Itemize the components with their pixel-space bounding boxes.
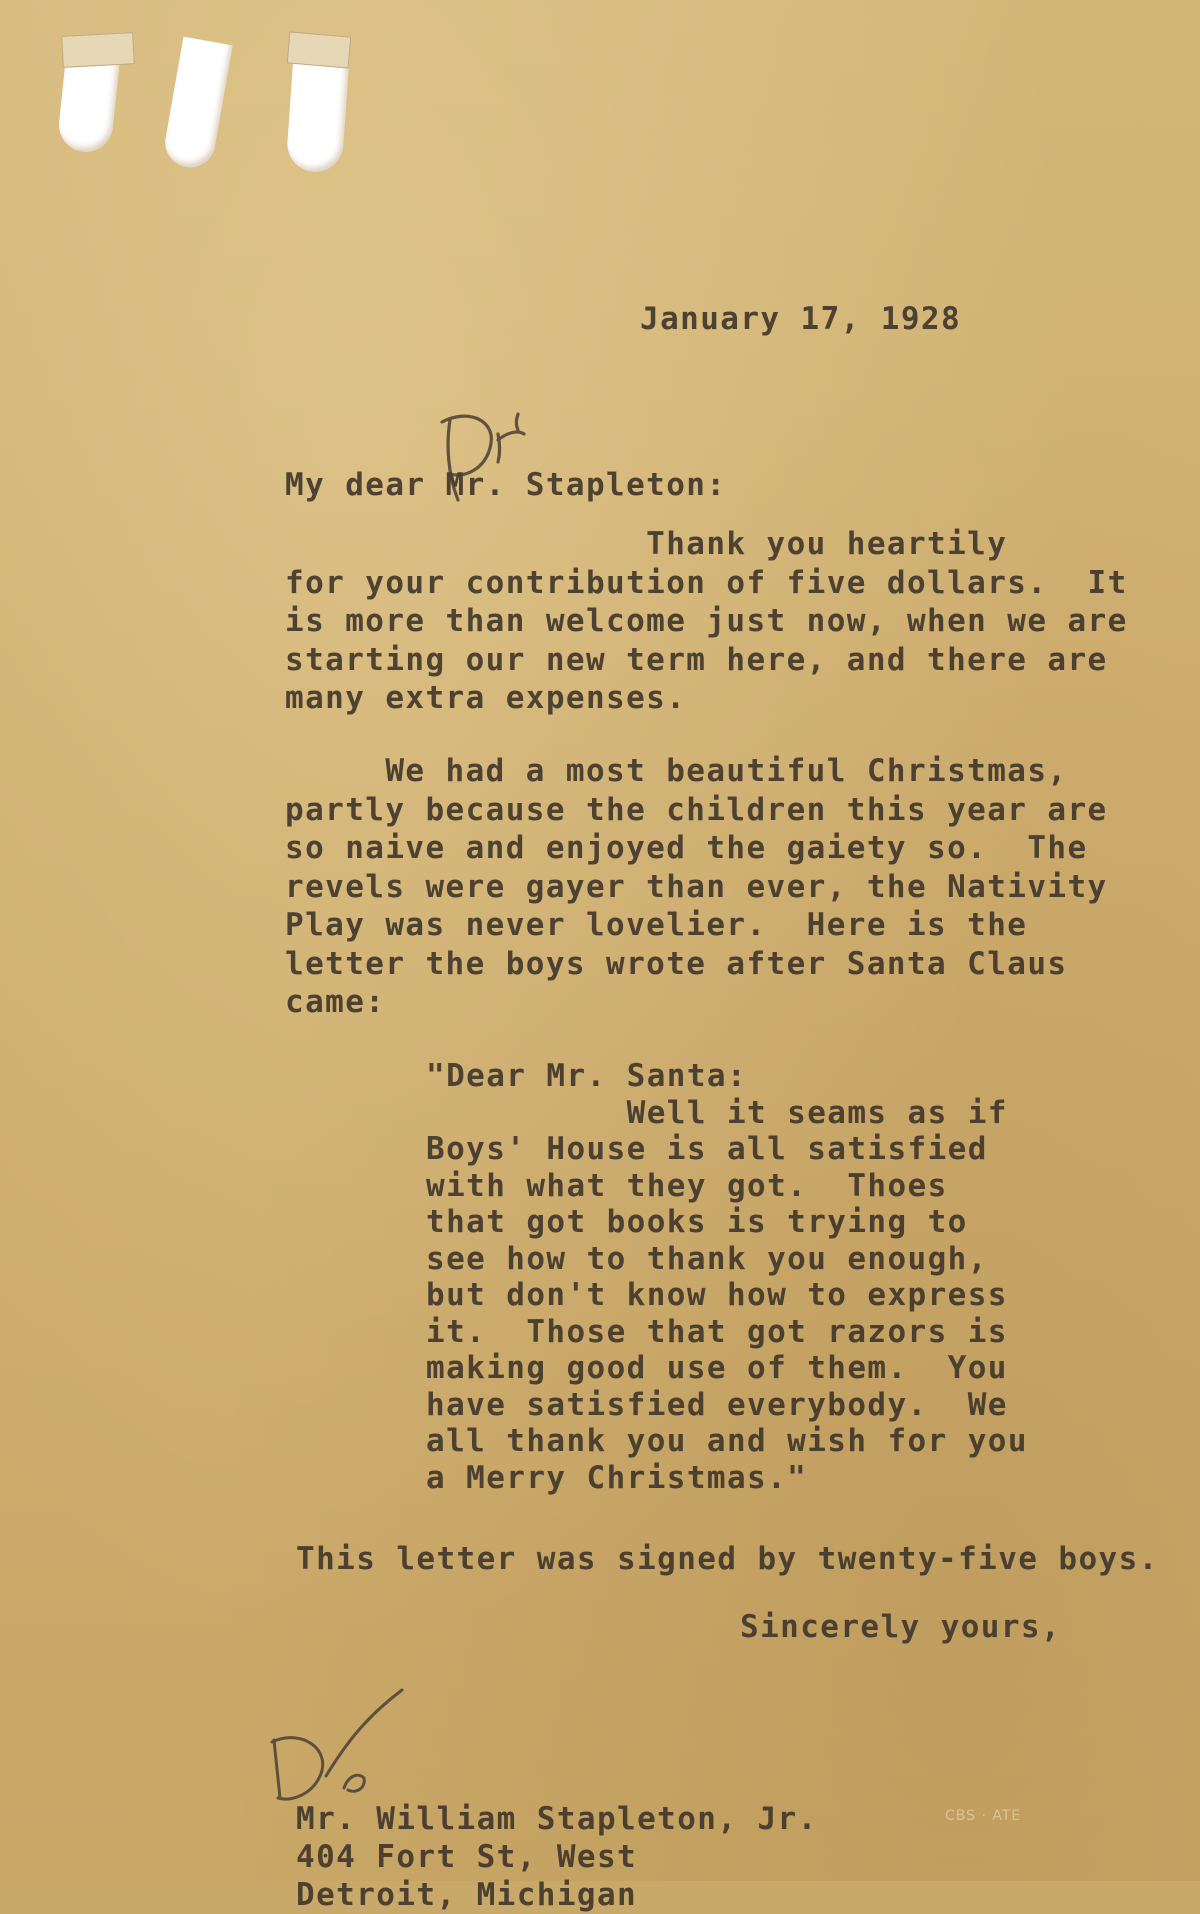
letter-date: January 17, 1928 bbox=[640, 301, 962, 337]
closing-sentence: This letter was signed by twenty-five boys. bbox=[296, 1541, 1159, 1577]
paper-flap bbox=[61, 32, 135, 68]
recipient-address: Mr. William Stapleton, Jr. 404 Fort St, West Detroit, Michigan bbox=[296, 1801, 818, 1913]
punch-hole-tear bbox=[161, 37, 232, 172]
paragraph-thanks: Thank you heartily for your contribution of five dollars. It is more than welcome just now, when we are starting our new term here, and there are many extra expenses. bbox=[285, 526, 1128, 716]
quoted-santa-letter: "Dear Mr. Santa: Well it seams as if Boys' House is all satisfied with what they got. Thoes that got books is trying to see how to thank you enough, but don't know how to express it. Those that got razors is making good use of them. You have satisfied everybody. We all thank you and wish for you a Merry Christmas." bbox=[426, 1058, 1028, 1496]
handwritten-dr-correction bbox=[428, 400, 538, 510]
paper-flap bbox=[287, 31, 352, 68]
paragraph-christmas: We had a most beautiful Christmas, partly because the children this year are so naive and enjoyed the gaiety so. The revels were gayer than ever, the Nativity Play was never lovelier. Here is the letter the boys wrote after Santa Claus came: bbox=[285, 753, 1108, 1020]
archive-watermark: CBS · ATE bbox=[945, 1808, 1022, 1824]
handwritten-initials bbox=[262, 1680, 422, 1820]
signoff: Sincerely yours, bbox=[740, 1609, 1062, 1645]
salutation: My dear Mr. Stapleton: bbox=[285, 467, 727, 503]
